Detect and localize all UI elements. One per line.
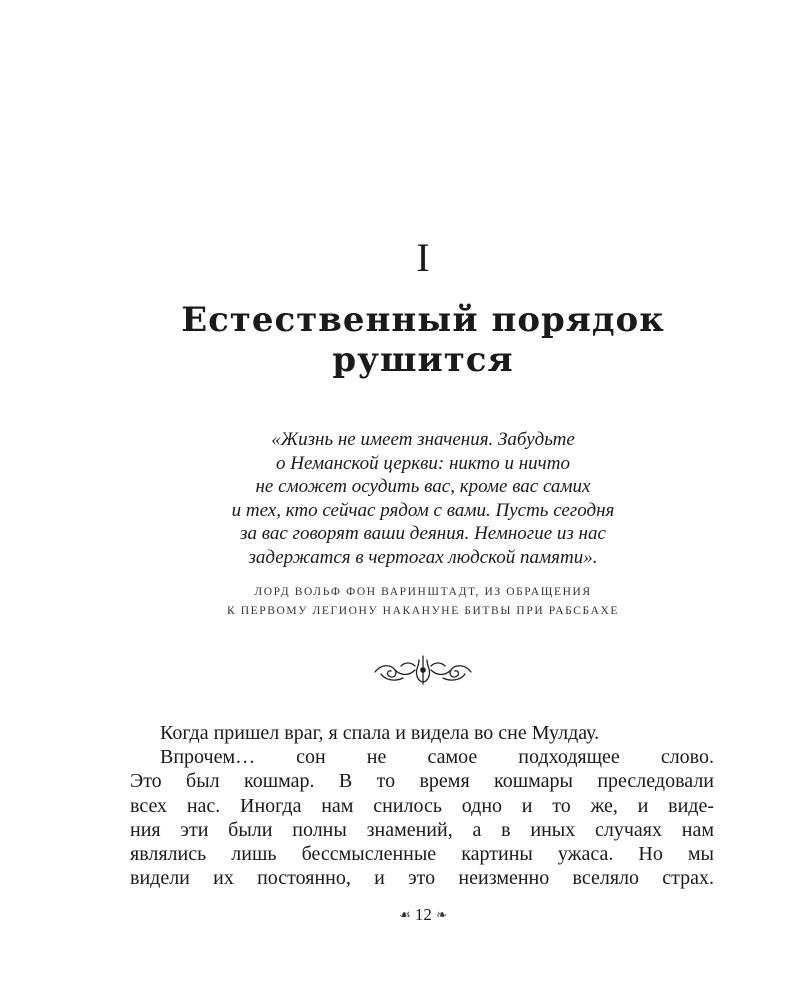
epigraph-line: не сможет осудить вас, кроме вас самих	[255, 476, 591, 497]
page-number: 12	[414, 905, 432, 924]
epigraph-line: за вас говорят ваши деяния. Немногие из нас	[240, 523, 606, 544]
body-line: Когда пришел враг, я спала и видела во сне Мулдау.	[160, 722, 600, 744]
right-folio-ornament-icon: ❧	[436, 907, 448, 922]
epigraph-attribution	[100, 583, 746, 621]
epigraph-line: задержатся в чертогах людской памяти».	[248, 546, 598, 568]
attribution-line: К ПЕРВОМУ ЛЕГИОНУ НАКАНУНЕ БИТВЫ ПРИ РАБСБАХЕ	[226, 605, 620, 617]
attribution-line: ЛОРД ВОЛЬФ ФОН ВАРИНШТАДТ, ИЗ ОБРАЩЕНИЯ	[254, 586, 592, 598]
chapter-title-line-1: Естественный порядок	[181, 300, 665, 340]
page-number-footer	[0, 904, 800, 926]
epigraph-line: «Жизнь не имеет значения. Забудьте	[271, 429, 575, 450]
body-line: Впрочем… сон не самое подходящее слово.	[160, 746, 714, 769]
chapter-title-line-2: рушится	[332, 340, 514, 380]
chapter-title	[100, 300, 746, 380]
body-line: Это был кошмар. В то время кошмары преследовали	[130, 770, 714, 793]
body-line: всех нас. Иногда нам снилось одно и то же, и виде-	[130, 794, 714, 817]
body-text	[130, 721, 714, 890]
body-line: ния эти были полны знамений, а в иных случаях нам	[130, 818, 714, 841]
epigraph-line: о Неманской церкви: никто и ничто	[276, 452, 570, 474]
flourish-divider-icon	[371, 652, 475, 688]
body-line: являлись лишь бессмысленные картины ужаса. Но мы	[130, 843, 714, 866]
chapter-number: I	[416, 235, 430, 280]
left-folio-ornament-icon: ☙	[398, 907, 411, 922]
epigraph	[120, 428, 726, 569]
body-line: видели их постоянно, и это неизменно вселяло страх.	[130, 867, 714, 890]
epigraph-line: и тех, кто сейчас рядом с вами. Пусть сегодня	[231, 499, 615, 521]
